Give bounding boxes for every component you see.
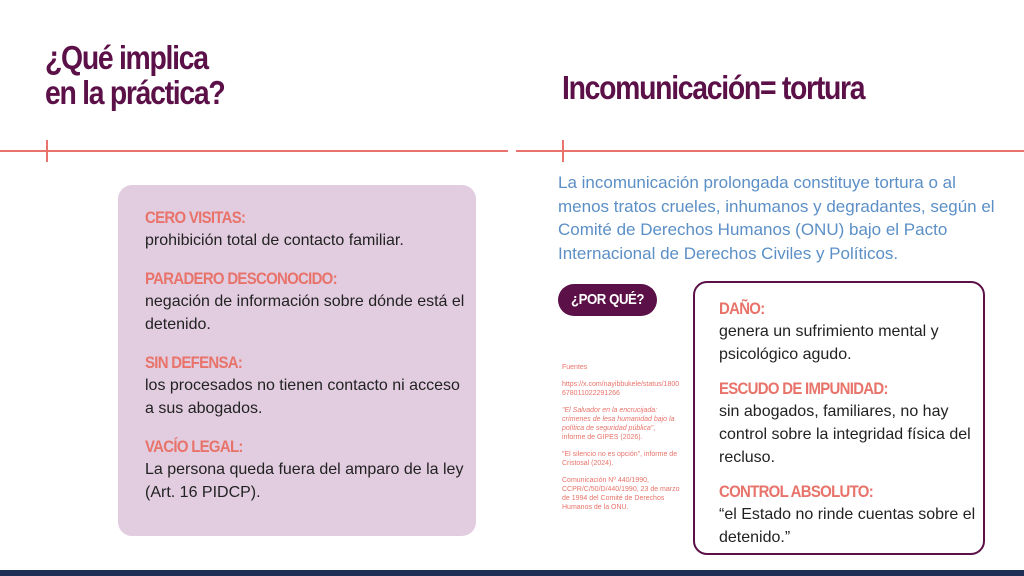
sources-heading: Fuentes <box>562 364 588 371</box>
why-pill <box>558 284 657 316</box>
reason-item-body: sin abogados, familiares, no hay control sobre la integridad física del recluso. <box>719 403 971 466</box>
source-ref-gipes <box>562 406 680 442</box>
practice-item-body: La persona queda fuera del amparo de la ley (Art. 16 PIDCP). <box>145 461 464 501</box>
source-ref-onu: Comunicación Nº 440/1990, CCPR/C/50/D/440/1990, 23 de marzo de 1994 del Comité de Derechos Humanos de la ONU. <box>562 477 680 511</box>
why-pill-label: ¿POR QUÉ? <box>570 291 645 308</box>
source-ref-gipes-rest: , informe de GIPES (2026). <box>562 425 656 441</box>
bottom-bar <box>0 570 1024 576</box>
right-divider <box>516 150 1024 152</box>
reason-item-body: “el Estado no rinde cuentas sobre el detenido.” <box>719 506 976 546</box>
left-title-line-2: en la práctica? <box>45 74 225 111</box>
reason-item <box>719 298 983 366</box>
reason-item <box>719 481 983 549</box>
right-slide-title: Incomunicación= tortura <box>562 69 865 106</box>
practice-item <box>145 268 476 336</box>
source-ref-cristosal: "El silencio no es opción", informe de Cristosal (2024). <box>562 451 678 467</box>
practice-item-body: los procesados no tienen contacto ni acceso a sus abogados. <box>145 377 460 417</box>
slide-gap <box>508 0 516 576</box>
sources-list <box>562 363 680 520</box>
left-title-line-1: ¿Qué implica <box>45 39 208 76</box>
practice-item-title: PARADERO DESCONOCIDO: <box>145 269 337 288</box>
left-divider-tick <box>46 140 48 162</box>
practice-item <box>145 207 476 252</box>
right-slide <box>516 0 1024 576</box>
source-ref-gipes-title: "El Salvador en la encrucijada: crímenes de lesa humanidad bajo la política de seguridad pública" <box>562 407 675 432</box>
practice-item-title: SIN DEFENSA: <box>145 353 243 372</box>
reason-item <box>719 378 983 469</box>
practice-card <box>118 185 476 536</box>
reason-item-title: ESCUDO DE IMPUNIDAD: <box>719 379 888 398</box>
practice-item <box>145 352 476 420</box>
left-slide-title <box>45 40 269 110</box>
reasons-card <box>693 281 985 555</box>
reason-item-title: CONTROL ABSOLUTO: <box>719 482 873 501</box>
intro-paragraph: La incomunicación prolongada constituye tortura o al menos tratos crueles, inhumanos y degradantes, según el Comité de Derechos Humanos (ONU) bajo el Pacto Internacional de Derechos Civiles y Políticos. <box>558 173 995 263</box>
practice-item <box>145 436 476 504</box>
practice-item-body: prohibición total de contacto familiar. <box>145 232 404 249</box>
practice-item-title: VACÍO LEGAL: <box>145 437 243 456</box>
left-divider <box>0 150 508 152</box>
reason-item-title: DAÑO: <box>719 299 765 318</box>
reason-item-body: genera un sufrimiento mental y psicológico agudo. <box>719 323 939 363</box>
source-link[interactable]: https://x.com/nayibbukele/status/1800678011022291266 <box>562 381 680 397</box>
practice-item-title: CERO VISITAS: <box>145 208 246 227</box>
practice-item-body: negación de información sobre dónde está el detenido. <box>145 293 465 333</box>
right-divider-tick <box>562 140 564 162</box>
left-slide <box>0 0 508 576</box>
